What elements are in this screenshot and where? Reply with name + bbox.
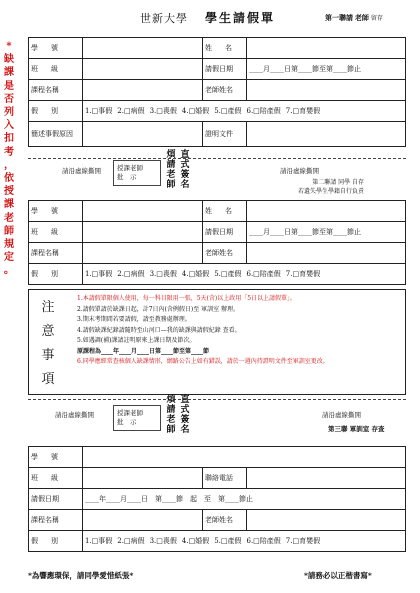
input-class-3[interactable]	[83, 468, 203, 489]
vertical-char: 式	[180, 405, 190, 415]
input-student-id-2[interactable]	[83, 201, 203, 222]
input-course-3[interactable]	[83, 510, 203, 531]
leave-type-option[interactable]: 5.□產假	[214, 107, 242, 115]
notice-item: 4.請假缺課紀錄請隨時至山河口—我的缺課與請假紀錄 查看。	[77, 326, 241, 334]
leave-type-option[interactable]: 4.□婚假	[181, 107, 210, 115]
leave-type-option[interactable]: 3.□喪假	[149, 537, 177, 545]
left-vertical-note	[3, 40, 15, 278]
label-leave-date-3: 請假日期	[29, 489, 83, 510]
label-course-3: 課程名稱	[29, 510, 83, 531]
label-teacher-3: 老師姓名	[203, 510, 247, 531]
input-teacher-2[interactable]	[247, 243, 406, 264]
section2-table	[28, 200, 406, 285]
copy1-label: 第一聯請 老師 留存	[325, 13, 383, 22]
label-student-id-2: 學 號	[29, 201, 83, 222]
notice-item: 原課程為____年____月____日第____節至第____節	[77, 347, 210, 355]
vertical-char: 煩	[166, 150, 176, 160]
please-teacher-1	[166, 150, 176, 190]
left-note-char: 是	[4, 80, 14, 92]
label-class-3: 班 級	[29, 468, 83, 489]
leave-type-option[interactable]: 1.□事假	[85, 537, 113, 545]
vertical-char: 式	[180, 160, 190, 170]
input-student-id[interactable]	[83, 38, 203, 59]
input-phone[interactable]	[247, 468, 406, 489]
notice-title-char: 意	[41, 324, 55, 339]
leave-type-option[interactable]: 7.□育嬰假	[285, 270, 321, 278]
left-note-char: 課	[4, 199, 14, 211]
copy2-label: 第二聯請 同學 自存 若遺失學生學籍自行負責	[298, 179, 365, 195]
left-note-char: 授	[4, 186, 14, 198]
vertical-char: 直	[180, 395, 190, 405]
leave-type-option[interactable]: 5.□產假	[214, 537, 242, 545]
input-course-2[interactable]	[83, 243, 203, 264]
label-course-2: 課程名稱	[29, 243, 83, 264]
input-class[interactable]	[83, 59, 203, 80]
vertical-char: 老	[166, 415, 176, 425]
label-student-id-3: 學 號	[29, 447, 83, 468]
notice-box	[28, 289, 406, 395]
leave-date-field-3[interactable]: ____年____月____日 第____節 起 至 第____節止	[83, 489, 406, 510]
cut-text-1a: 請沿虛線撕開	[62, 167, 101, 175]
label-proof: 證明文件	[203, 122, 247, 147]
cut-line-2	[28, 399, 406, 400]
label-name: 姓 名	[203, 38, 247, 59]
copy3-label: 第三聯 軍訓室 存查	[328, 425, 385, 433]
label-name-2: 姓 名	[203, 201, 247, 222]
leave-type-option[interactable]: 1.□事假	[85, 107, 113, 115]
leave-type-options-2[interactable]	[83, 264, 406, 285]
notice-title	[41, 296, 55, 392]
vertical-char: 師	[166, 425, 176, 435]
cut-text-2b: 請沿虛線撕開	[322, 411, 361, 419]
left-note-char: 依	[4, 173, 14, 185]
vertical-char: 簽	[180, 170, 190, 180]
left-note-char: 扣	[4, 133, 14, 145]
input-name[interactable]	[247, 38, 406, 59]
left-note-char: 考	[4, 146, 14, 158]
left-note-char: 。	[4, 265, 14, 277]
vertical-char: 名	[180, 425, 190, 435]
leave-type-option[interactable]: 2.□病假	[117, 270, 145, 278]
left-note-char: 師	[4, 225, 14, 237]
notice-item: 5.如遇調(補)課請註明原來上課日期及節次。	[77, 337, 196, 344]
left-note-char: 否	[4, 93, 14, 105]
input-proof[interactable]	[247, 122, 406, 147]
leave-date-field[interactable]: ____月____日第____節至第____節止	[247, 59, 406, 80]
leave-type-option[interactable]: 7.□育嬰假	[285, 537, 321, 545]
vertical-char: 師	[166, 180, 176, 190]
vertical-char: 請	[166, 405, 176, 415]
direct-sign-1	[180, 150, 190, 190]
section1-table	[28, 37, 406, 147]
footer-left-note: *為響應環保，請同學愛惜紙張*	[28, 571, 134, 580]
vertical-char: 老	[166, 170, 176, 180]
input-teacher-3[interactable]	[247, 510, 406, 531]
left-note-char: 規	[4, 239, 14, 251]
leave-type-option[interactable]: 1.□事假	[85, 270, 113, 278]
cut-text-1b: 請沿虛線撕開	[280, 167, 319, 175]
left-note-char: 定	[4, 252, 14, 264]
left-note-char: 列	[4, 107, 14, 119]
leave-type-option[interactable]: 2.□病假	[117, 107, 145, 115]
vertical-char: 直	[180, 150, 190, 160]
cut-text-2a: 請沿虛線撕開	[55, 411, 94, 419]
leave-date-field-2[interactable]: ____月____日第____節至第____節止	[247, 222, 406, 243]
left-note-char: 缺	[4, 54, 14, 66]
leave-type-option[interactable]: 5.□產假	[214, 270, 242, 278]
vertical-char: 名	[180, 180, 190, 190]
notice-item: 6.同學應經常查核個人缺課情形，網路公告上如有錯誤，請於一週內持證明文件至軍訓室更改。	[77, 358, 329, 365]
leave-type-option[interactable]: 2.□病假	[117, 537, 145, 545]
notice-item: 3.期末考期間若要請假，請至教務處辦理。	[77, 316, 191, 323]
label-other-reason: 簡述事假原因	[29, 122, 83, 147]
direct-sign-2	[180, 395, 190, 435]
label-leave-type: 假 別	[29, 101, 83, 122]
section3-table	[28, 446, 406, 552]
input-student-id-3[interactable]	[83, 447, 406, 468]
label-class: 班 級	[29, 59, 83, 80]
notice-title-char: 事	[41, 348, 55, 363]
cut-line-1	[28, 158, 406, 159]
leave-type-option[interactable]: 6.□陪產假	[246, 270, 281, 278]
leave-type-option[interactable]: 4.□婚假	[181, 537, 210, 545]
left-note-char: 入	[4, 120, 14, 132]
vertical-char: 請	[166, 160, 176, 170]
university-name: 世新大學	[140, 12, 188, 25]
leave-type-option[interactable]: 4.□婚假	[181, 270, 210, 278]
leave-type-options-3[interactable]	[83, 531, 406, 552]
notice-item: 2.請假單請於缺課日起，計7日內(含例假日)至 軍訓室 辦理。	[77, 305, 240, 313]
notice-item: 1.本請假單限個人使用，每一科目限用一張，5天(含)以上政用「5日以上請假單」。	[77, 295, 297, 302]
input-class-2[interactable]	[83, 222, 203, 243]
input-name-2[interactable]	[247, 201, 406, 222]
left-note-char: *	[6, 41, 12, 52]
label-course: 課程名稱	[29, 80, 83, 101]
left-note-char: ，	[4, 159, 14, 171]
left-note-char: 課	[4, 67, 14, 79]
label-teacher: 老師姓名	[203, 80, 247, 101]
leave-type-option[interactable]: 6.□陪產假	[246, 537, 281, 545]
label-student-id: 學 號	[29, 38, 83, 59]
label-teacher-2: 老師姓名	[203, 243, 247, 264]
label-leave-date-2: 請假日期	[203, 222, 247, 243]
notice-title-char: 項	[41, 372, 55, 387]
footer-right-note: *請務必以正楷書寫*	[304, 571, 372, 580]
leave-type-option[interactable]: 6.□陪產假	[246, 107, 281, 115]
vertical-char: 煩	[166, 395, 176, 405]
notice-list	[77, 294, 329, 368]
label-phone: 聯絡電話	[203, 468, 247, 489]
label-class-2: 班 級	[29, 222, 83, 243]
leave-type-option[interactable]: 3.□喪假	[149, 270, 177, 278]
please-teacher-2	[166, 395, 176, 435]
input-course[interactable]	[83, 80, 203, 101]
leave-type-option[interactable]: 7.□育嬰假	[285, 107, 321, 115]
input-reason[interactable]	[83, 122, 203, 147]
teacher-approval-box[interactable]: 授課老師批 示	[113, 160, 161, 186]
notice-title-char: 注	[41, 300, 55, 315]
label-leave-type-2: 假 別	[29, 264, 83, 285]
leave-type-option[interactable]: 3.□喪假	[149, 107, 177, 115]
label-leave-date: 請假日期	[203, 59, 247, 80]
leave-type-options-1[interactable]	[83, 101, 406, 122]
label-leave-type-3: 假 別	[29, 531, 83, 552]
form-title: 學生請假單	[205, 11, 276, 25]
vertical-char: 簽	[180, 415, 190, 425]
teacher-approval-box-2[interactable]: 授課老師批 示	[113, 405, 161, 431]
input-teacher[interactable]	[247, 80, 406, 101]
left-note-char: 老	[4, 212, 14, 224]
